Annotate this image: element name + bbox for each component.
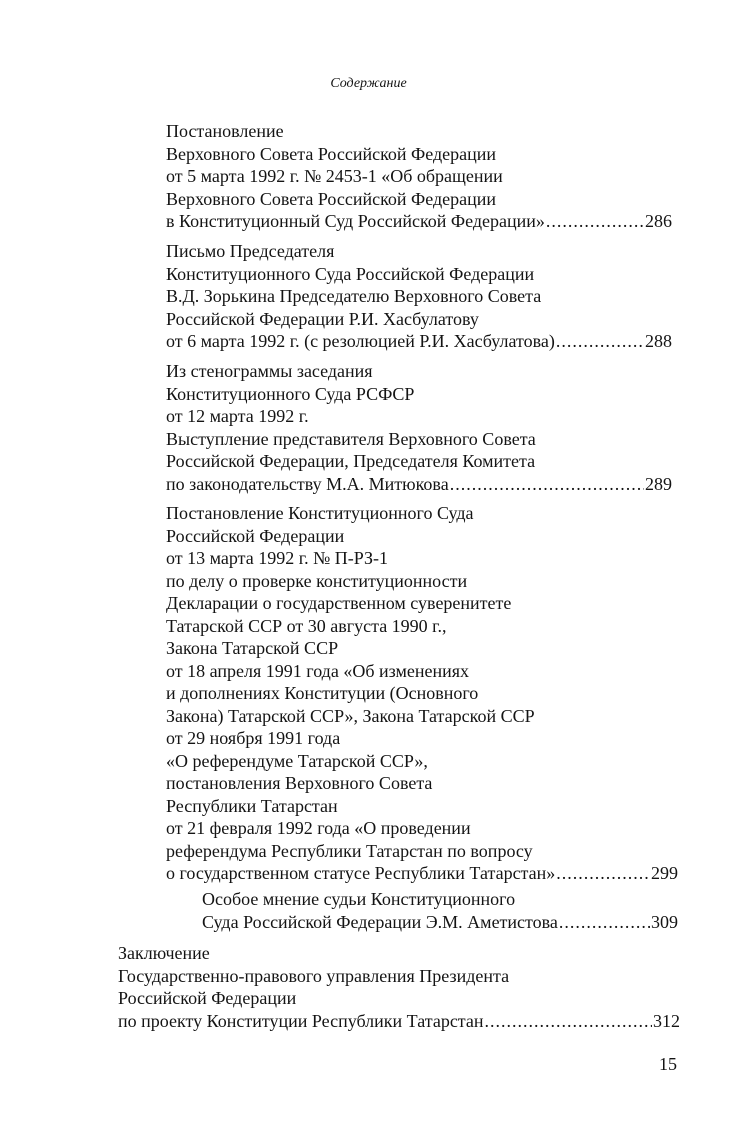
toc-entry-line: Российской Федерации (118, 988, 297, 1008)
toc-entry-last-line (118, 1010, 680, 1033)
toc-entry-line: от 13 марта 1992 г. № П-РЗ-1 (166, 548, 388, 568)
toc-entry-line: Постановление Конституционного Суда (166, 503, 474, 523)
toc-entry[interactable] (166, 360, 672, 495)
toc-entry-line: Конституционного Суда Российской Федерации (166, 263, 535, 284)
toc-entry-line: «О референдуме Татарской ССР», (166, 750, 428, 771)
toc-entry-line: Верховного Совета Российской Федерации (166, 143, 497, 164)
toc-entry[interactable] (118, 942, 680, 1032)
toc-entry-line: Российской Федерации, Председателя Комитета (166, 451, 536, 471)
toc-entry-line: постановления Верховного Совета (166, 773, 433, 793)
toc-entry-line: Суда Российской Федерации Э.М. Аметистова (202, 911, 558, 932)
dot-leader (556, 330, 644, 353)
toc-entry[interactable] (166, 240, 672, 353)
toc-entry-line: Закона Татарской ССР (166, 638, 339, 658)
toc-entry-last-line (202, 911, 678, 934)
toc-entry-line: референдума Республики Татарстан по вопросу (166, 840, 533, 861)
toc-entry[interactable] (166, 120, 672, 233)
toc-entry-line: о государственном статусе Республики Татарстан» (166, 863, 556, 883)
toc-entry-line: по проекту Конституции Республики Татарстан (118, 1010, 484, 1031)
dot-leader (485, 1010, 652, 1033)
toc-entry-last-line (166, 210, 672, 233)
toc-entry-line: Верховного Совета Российской Федерации (166, 188, 497, 209)
toc-entry-line: по законодательству М.А. Митюкова (166, 473, 449, 494)
toc-entry-line: Российской Федерации (166, 525, 345, 546)
page-ref: 289 (645, 473, 672, 494)
toc-entry-line: Российской Федерации Р.И. Хасбулатову (166, 308, 479, 329)
toc-entry-line: Письмо Председателя (166, 241, 335, 261)
toc-entry-line: В.Д. Зорькина Председателю Верховного Совета (166, 286, 542, 306)
toc-entry-line: от 6 марта 1992 г. (с резолюцией Р.И. Хасбулатова) (166, 331, 555, 351)
toc-sub-entry[interactable] (202, 888, 678, 933)
toc-entry-line: от 29 ноября 1991 года (166, 728, 341, 748)
toc-entry-line: по делу о проверке конституционности (166, 570, 468, 591)
dot-leader (546, 210, 644, 233)
toc-entry-line: Закона) Татарской ССР», Закона Татарской ССР (166, 705, 535, 726)
toc-entry-last-line (166, 330, 672, 353)
toc-entry-line: в Конституционный Суд Российской Федерации» (166, 211, 545, 231)
page-ref: 299 (651, 863, 678, 883)
page-number: 15 (659, 1054, 677, 1074)
toc-entry-line: от 21 февраля 1992 года «О проведении (166, 818, 471, 838)
page-header: Содержание (330, 76, 407, 91)
toc-entry-last-line (166, 862, 678, 885)
page-ref: 309 (651, 911, 678, 932)
toc-entry-line: Республики Татарстан (166, 795, 338, 816)
dot-leader (450, 473, 644, 496)
toc-entry-line: Особое мнение судьи Конституционного (202, 889, 516, 909)
dot-leader (556, 862, 650, 885)
toc-entry-line: Из стенограммы заседания (166, 361, 373, 381)
toc-entry-line: Декларации о государственном суверенитете (166, 593, 512, 613)
toc-entry-line: Конституционного Суда РСФСР (166, 383, 415, 404)
page-ref: 288 (645, 331, 672, 351)
toc-entry-line: от 18 апреля 1991 года «Об изменениях (166, 660, 470, 681)
toc-entry[interactable] (166, 502, 678, 885)
toc-entry-line: от 5 марта 1992 г. № 2453-1 «Об обращении (166, 166, 503, 186)
toc-entry-last-line (166, 473, 672, 496)
dot-leader (559, 911, 650, 934)
toc-entry-line: от 12 марта 1992 г. (166, 406, 309, 426)
page-ref: 286 (645, 211, 672, 231)
page-ref: 312 (653, 1010, 680, 1031)
toc-entry-line: Постановление (166, 121, 284, 141)
toc-entry-line: Заключение (118, 943, 210, 963)
toc-entry-line: и дополнениях Конституции (Основного (166, 683, 479, 703)
toc-entry-line: Татарской ССР от 30 августа 1990 г., (166, 615, 447, 636)
toc-entry-line: Государственно-правового управления Президента (118, 965, 510, 986)
toc-entry-line: Выступление представителя Верховного Совета (166, 428, 536, 449)
